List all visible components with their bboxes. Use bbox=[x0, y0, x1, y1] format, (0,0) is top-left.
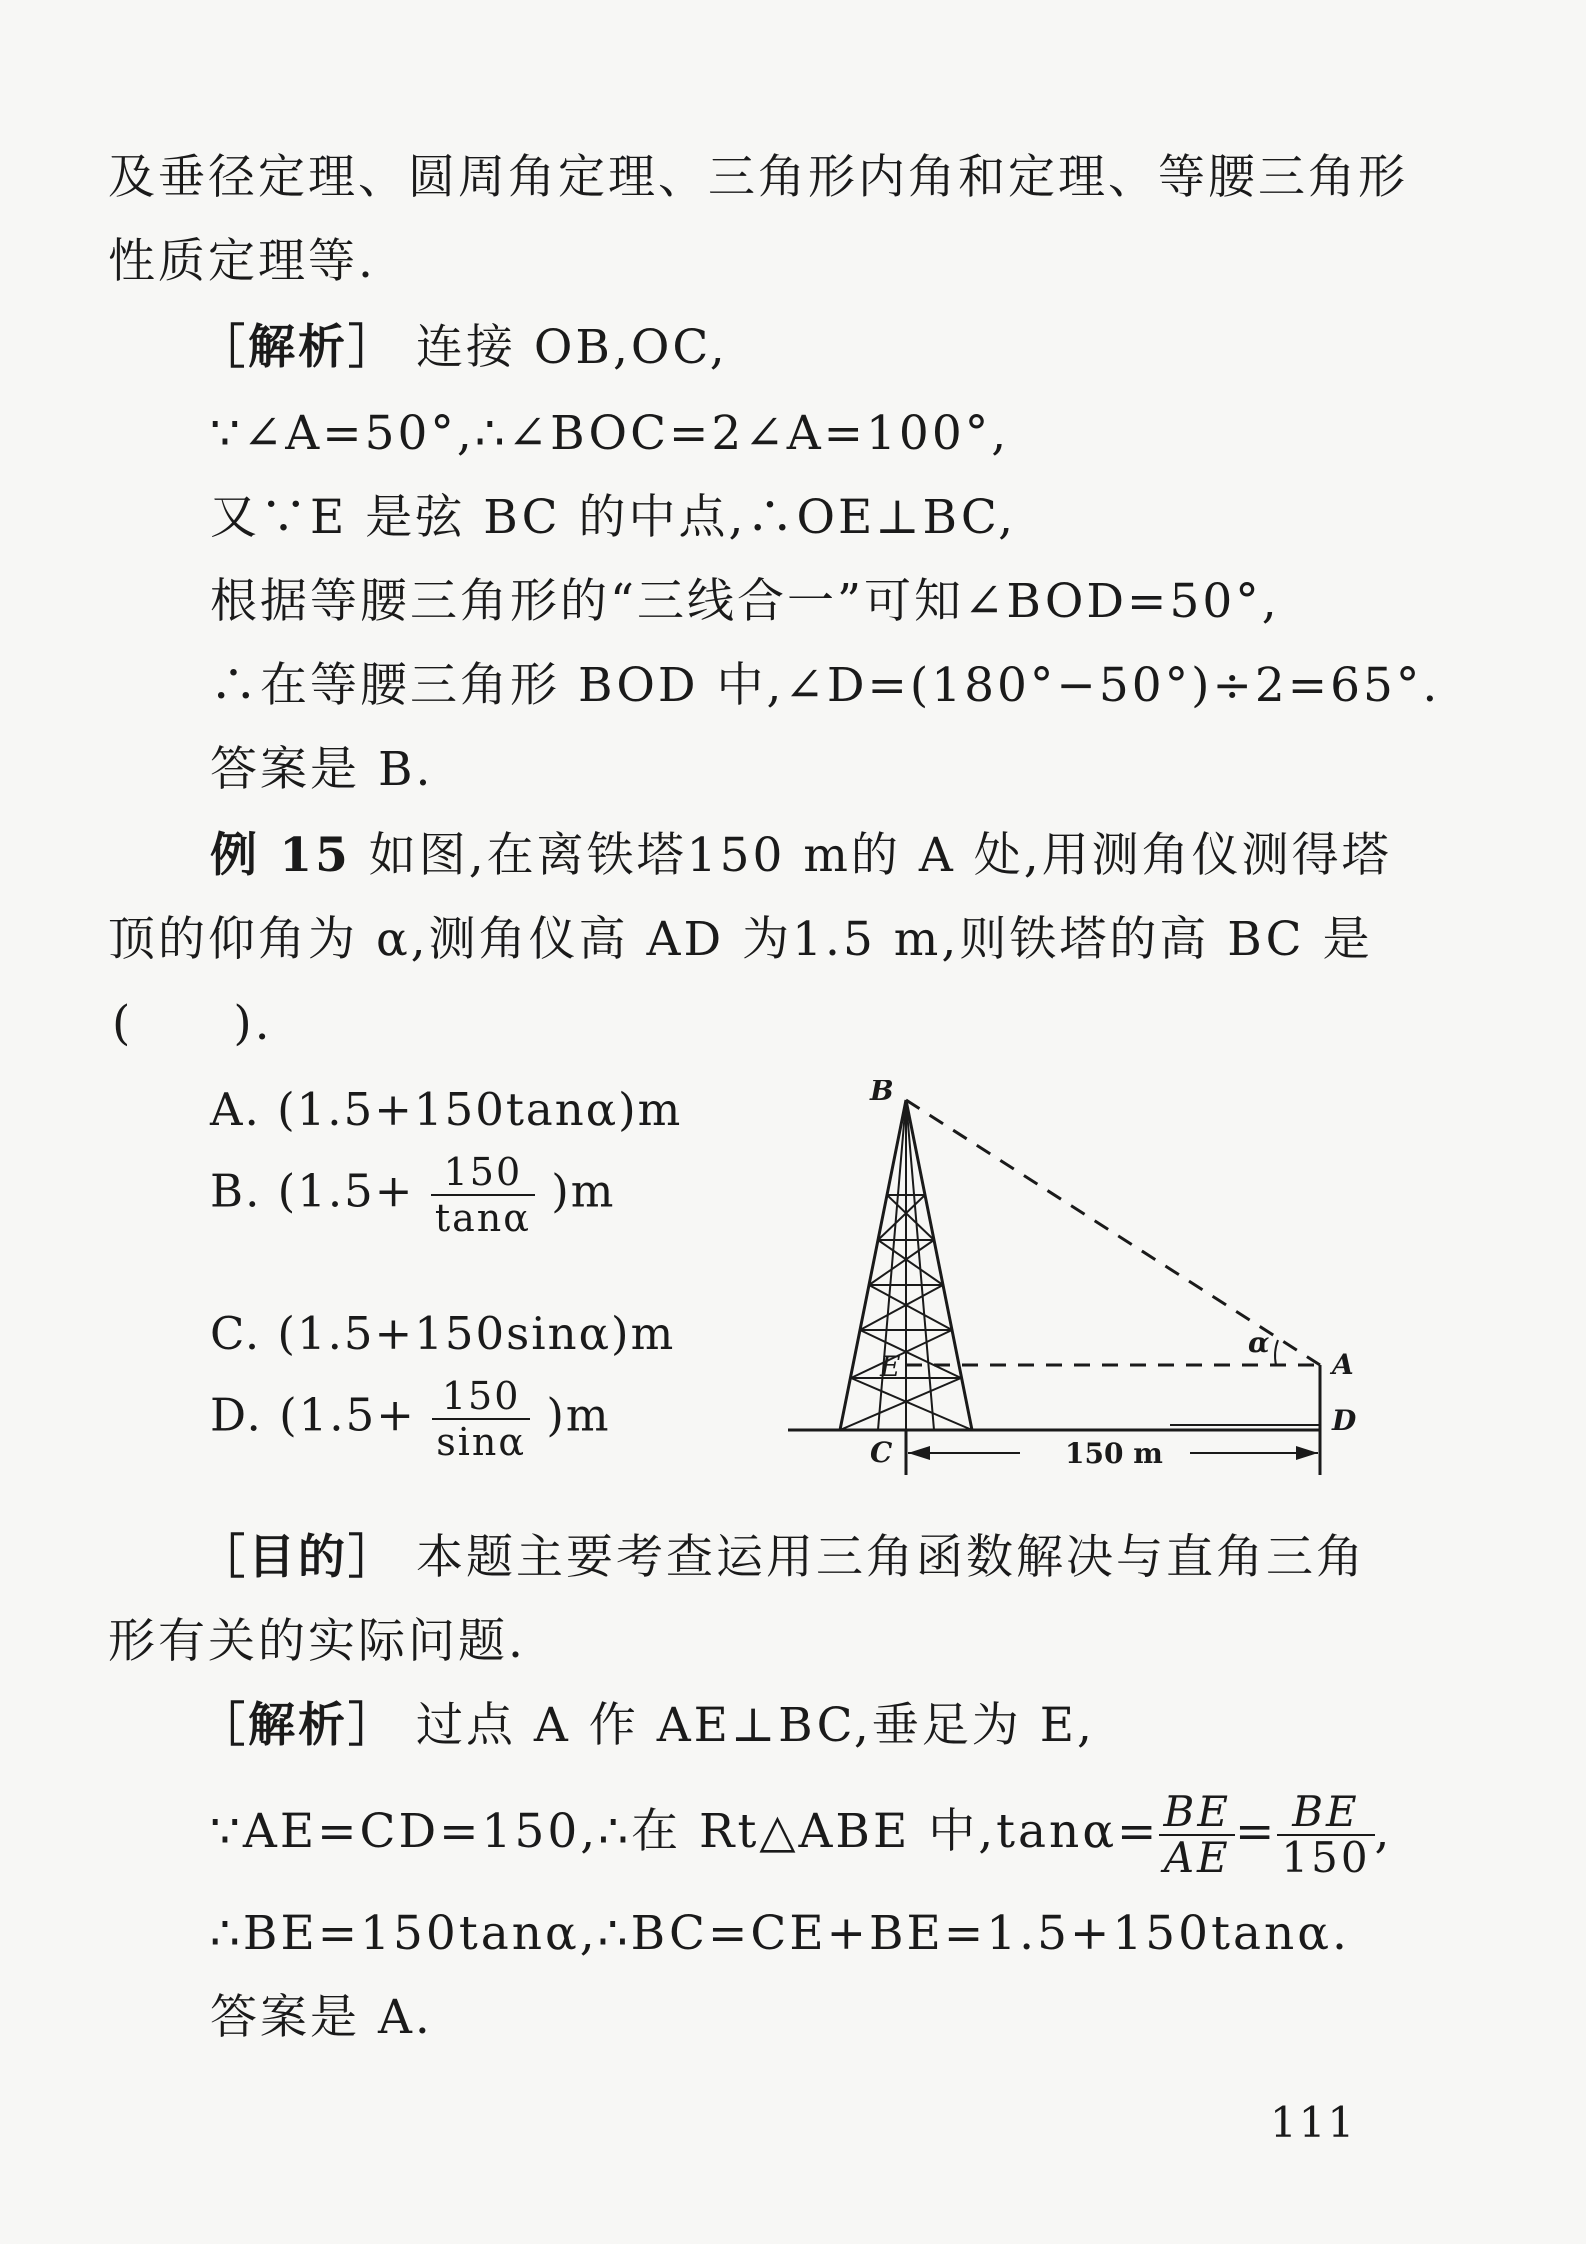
example-15-line-3: ( ). bbox=[112, 996, 273, 1051]
option-b-fraction bbox=[431, 1150, 535, 1240]
option-c: C. (1.5+150sinα)m bbox=[210, 1307, 676, 1360]
option-d-prefix: D. (1.5+ bbox=[210, 1388, 416, 1442]
label-b: B bbox=[870, 1080, 894, 1107]
aim-tag: ［目的］ bbox=[198, 1530, 398, 1585]
fraction-1-numerator: BE bbox=[1159, 1790, 1235, 1836]
label-e: E bbox=[880, 1350, 901, 1383]
option-d-suffix: )m bbox=[546, 1388, 611, 1442]
arrow-right bbox=[1296, 1446, 1318, 1460]
answer-line-2: 答案是 A. bbox=[210, 1990, 433, 2045]
example-tag: 例 15 bbox=[210, 828, 351, 883]
tower-inner-right bbox=[906, 1100, 934, 1430]
aim-text-1: 本题主要考查运用三角函数解决与直角三角 bbox=[415, 1530, 1366, 1585]
tower-right-leg bbox=[906, 1100, 972, 1430]
option-b-prefix: B. (1.5+ bbox=[210, 1164, 415, 1218]
example-text-1: 如图,在离铁塔150 m的 A 处,用测角仪测得塔 bbox=[368, 828, 1392, 883]
answer-line-1: 答案是 B. bbox=[210, 742, 434, 797]
option-b-numerator: 150 bbox=[431, 1150, 535, 1196]
solution-line-2 bbox=[210, 1787, 1393, 1882]
solution-2-prefix: ∵AE=CD=150,∴在 Rt△ABE 中,tanα= bbox=[210, 1804, 1160, 1859]
solution-2-suffix: , bbox=[1374, 1804, 1393, 1859]
aim-line-2: 形有关的实际问题. bbox=[108, 1614, 526, 1669]
option-a: A. (1.5+150tanα)m bbox=[210, 1083, 683, 1136]
equals-sign: = bbox=[1234, 1804, 1278, 1859]
solution-line-1 bbox=[198, 1696, 1095, 1756]
label-c: C bbox=[870, 1436, 893, 1469]
option-d-numerator: 150 bbox=[432, 1374, 530, 1420]
option-b-denominator: tanα bbox=[434, 1196, 531, 1240]
option-d bbox=[210, 1374, 611, 1464]
tower-diagram bbox=[780, 1080, 1400, 1500]
label-distance: 150 m bbox=[1065, 1437, 1163, 1470]
analysis-text: 连接 OB,OC, bbox=[415, 320, 728, 375]
label-alpha: α bbox=[1248, 1326, 1270, 1359]
option-d-denominator: sinα bbox=[436, 1420, 527, 1464]
analysis-line-2: ∵∠A=50°,∴∠BOC=2∠A=100°, bbox=[210, 406, 1010, 461]
text-line-1: 及垂径定理、圆周角定理、三角形内角和定理、等腰三角形 bbox=[108, 150, 1408, 205]
label-a: A bbox=[1332, 1348, 1354, 1381]
fraction-1-denominator: AE bbox=[1163, 1833, 1231, 1882]
analysis-line-3: 又∵E 是弦 BC 的中点,∴OE⊥BC, bbox=[210, 490, 1017, 545]
option-d-fraction bbox=[432, 1374, 530, 1464]
page-number: 111 bbox=[1270, 2098, 1357, 2147]
text-line-2: 性质定理等. bbox=[108, 234, 376, 289]
analysis-tag: ［解析］ bbox=[198, 320, 398, 375]
fraction-be-ae bbox=[1159, 1787, 1235, 1882]
option-b bbox=[210, 1150, 615, 1240]
option-b-suffix: )m bbox=[551, 1164, 616, 1218]
example-15-line-1 bbox=[210, 826, 1392, 886]
fraction-2-numerator: BE bbox=[1277, 1790, 1374, 1836]
example-15-line-2: 顶的仰角为 α,测角仪高 AD 为1.5 m,则铁塔的高 BC 是 bbox=[108, 912, 1373, 967]
analysis-line-5: ∴在等腰三角形 BOD 中,∠D=(180°−50°)÷2=65°. bbox=[210, 658, 1441, 713]
solution-line-3: ∴BE=150tanα,∴BC=CE+BE=1.5+150tanα. bbox=[210, 1906, 1350, 1961]
fraction-be-150 bbox=[1277, 1787, 1374, 1882]
solution-tag: ［解析］ bbox=[198, 1698, 398, 1753]
solution-text-1: 过点 A 作 AE⊥BC,垂足为 E, bbox=[415, 1698, 1095, 1753]
angle-arc bbox=[1275, 1340, 1278, 1365]
fraction-2-denominator: 150 bbox=[1281, 1833, 1371, 1882]
arrow-left bbox=[908, 1446, 930, 1460]
analysis-line-4: 根据等腰三角形的“三线合一”可知∠BOD=50°, bbox=[210, 574, 1280, 629]
analysis-line-1 bbox=[198, 318, 728, 378]
aim-line-1 bbox=[198, 1528, 1366, 1588]
label-d: D bbox=[1332, 1404, 1357, 1437]
